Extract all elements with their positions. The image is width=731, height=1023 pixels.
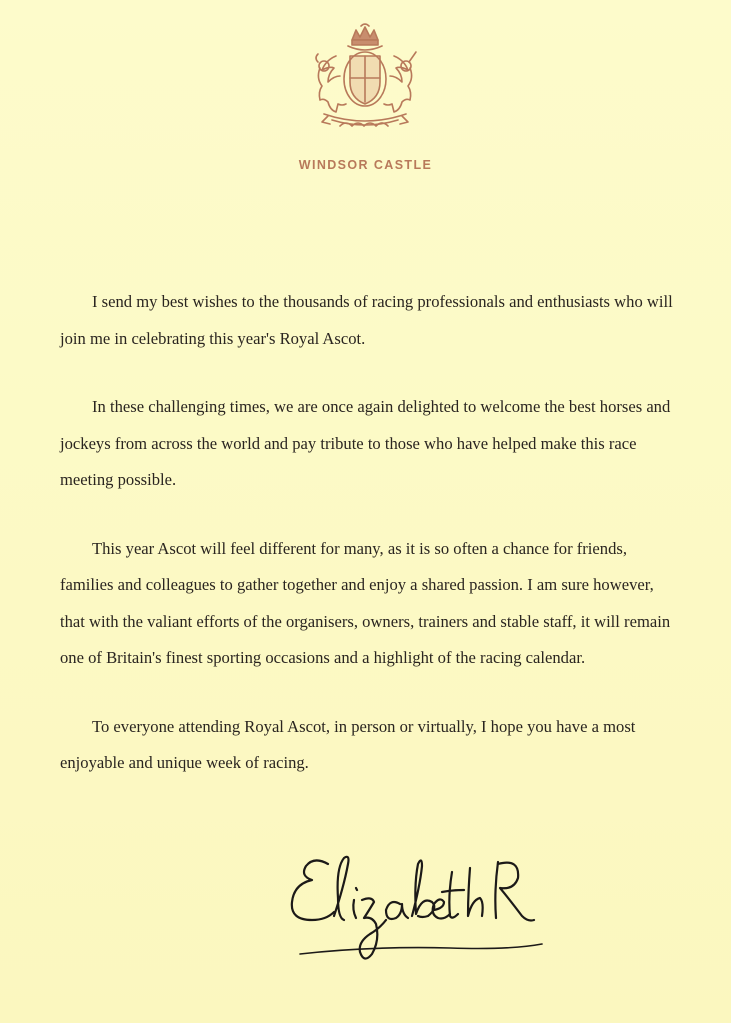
signature bbox=[276, 842, 546, 972]
letter-body bbox=[60, 284, 680, 814]
letter-paragraph: This year Ascot will feel different for many, as it is so often a chance for friends, families and colleagues to gather together and enjoy a shared passion. I am sure however, that with the valiant efforts of the organisers, owners, trainers and stable staff, it will remain one of Britain's finest sporting occasions and a highlight of the racing calendar. bbox=[60, 538, 671, 667]
letter-paragraph: I send my best wishes to the thousands of racing professionals and enthusiasts who will join me in celebrating this year's Royal Ascot. bbox=[60, 292, 673, 348]
letter-paragraph: To everyone attending Royal Ascot, in person or virtually, I hope you have a most enjoyable and unique week of racing. bbox=[60, 716, 636, 772]
letterhead-title: WINDSOR CASTLE bbox=[298, 158, 433, 172]
letter-paragraph: In these challenging times, we are once again delighted to welcome the best horses and jockeys from across the world and pay tribute to those who have helped make this race meeting possible. bbox=[60, 397, 671, 489]
royal-coat-of-arms-icon bbox=[306, 22, 424, 134]
